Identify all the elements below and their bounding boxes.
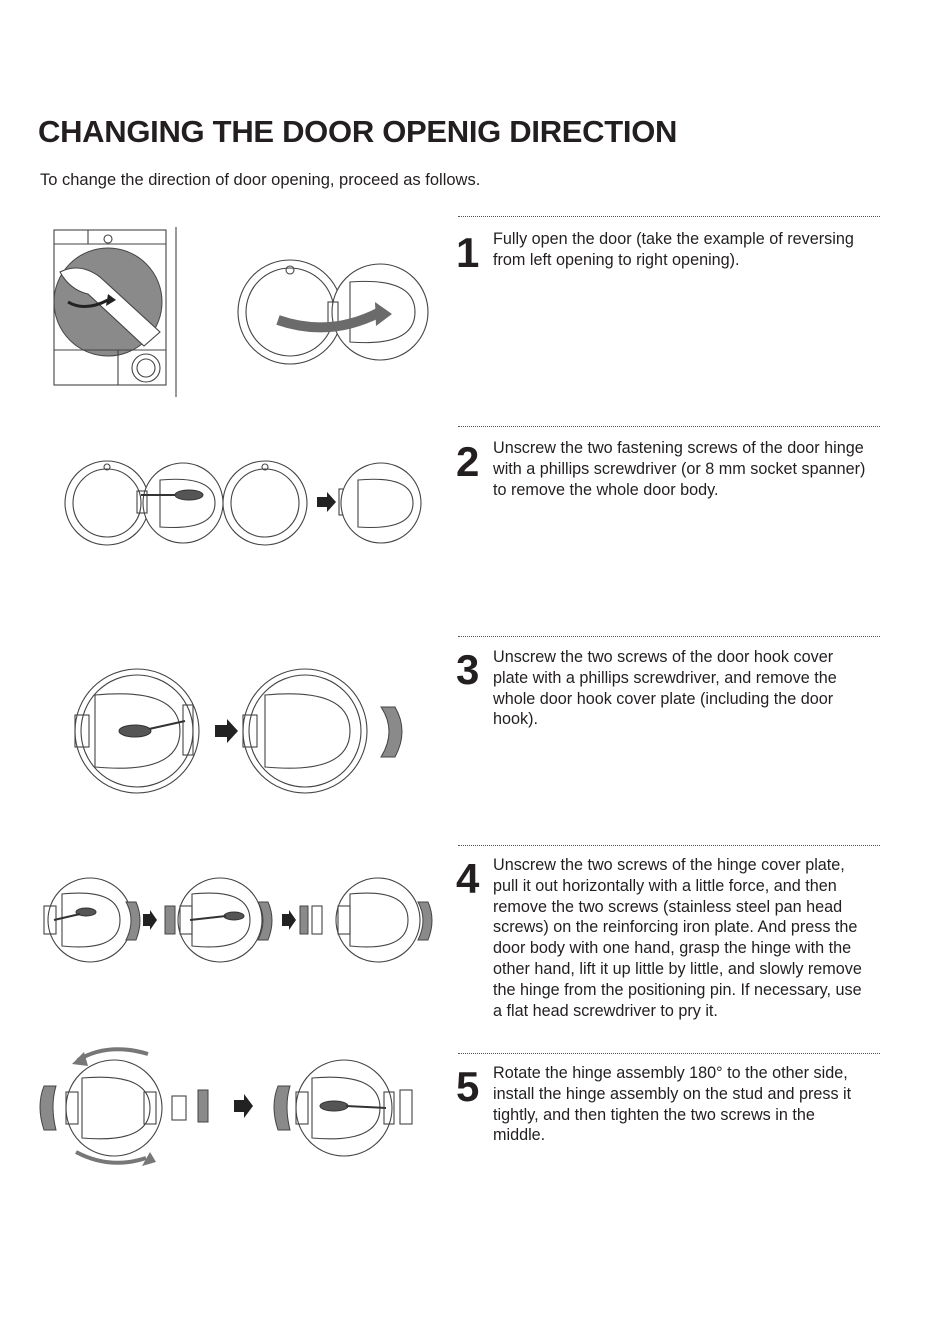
divider bbox=[458, 636, 880, 637]
step-number: 2 bbox=[456, 438, 480, 485]
hinge-screw-illustration bbox=[55, 455, 435, 555]
rotate-hinge-illustration bbox=[38, 1040, 428, 1175]
hook-cover-illustration bbox=[65, 665, 405, 795]
step-text-line: the hinge from the positioning pin. If necessary, use bbox=[493, 980, 862, 999]
step-text bbox=[493, 229, 898, 271]
divider bbox=[458, 845, 880, 846]
step-number: 1 bbox=[456, 229, 480, 276]
step-text-line: remove the two screws (stainless steel pan head bbox=[493, 897, 843, 916]
dryer-illustration bbox=[40, 222, 440, 402]
step-text-line: middle. bbox=[493, 1126, 546, 1145]
step-text-line: Unscrew the two screws of the hinge cover plate, bbox=[493, 856, 845, 874]
step-text bbox=[493, 438, 898, 500]
page-title: CHANGING THE DOOR OPENIG DIRECTION bbox=[38, 114, 678, 149]
step-text bbox=[493, 1063, 898, 1146]
step-number: 3 bbox=[456, 646, 480, 693]
step-text-line: Unscrew the two fastening screws of the door hinge bbox=[493, 439, 864, 457]
step-text-line: other hand, lift it up little by little, and slowly remove bbox=[493, 959, 862, 978]
intro-text: To change the direction of door opening, proceed as follows. bbox=[40, 171, 481, 189]
step-text-line: install the hinge assembly on the stud and press it bbox=[493, 1084, 852, 1103]
step-text-line: hook). bbox=[493, 710, 538, 729]
step-number: 5 bbox=[456, 1063, 480, 1110]
step-text-line: Fully open the door (take the example of reversing bbox=[493, 230, 854, 248]
step-text-line: with a phillips screwdriver (or 8 mm socket spanner) bbox=[493, 459, 866, 478]
step-text-line: plate with a phillips screwdriver, and remove the bbox=[493, 668, 837, 687]
step-text-line: tightly, and then tighten the two screws in the bbox=[493, 1105, 815, 1124]
hinge-cover-illustration bbox=[40, 872, 440, 972]
divider bbox=[458, 426, 880, 427]
step-text bbox=[493, 855, 898, 1021]
step-text-line: screws) on the reinforcing iron plate. And press the bbox=[493, 918, 858, 937]
step-text-line: Unscrew the two screws of the door hook cover bbox=[493, 648, 834, 666]
step-text-line: Rotate the hinge assembly 180° to the other side, bbox=[493, 1064, 848, 1082]
step-text-line: a flat head screwdriver to pry it. bbox=[493, 1001, 718, 1020]
step-text-line: whole door hook cover plate (including the door bbox=[493, 689, 834, 708]
step-text-line: door body with one hand, grasp the hinge with the bbox=[493, 939, 852, 958]
step-text-line: pull it out horizontally with a little force, and then bbox=[493, 876, 837, 895]
step-text-line: from left opening to right opening). bbox=[493, 250, 740, 269]
divider bbox=[458, 216, 880, 217]
step-text-line: to remove the whole door body. bbox=[493, 480, 719, 499]
divider bbox=[458, 1053, 880, 1054]
step-number: 4 bbox=[456, 855, 480, 902]
step-text bbox=[493, 647, 898, 730]
